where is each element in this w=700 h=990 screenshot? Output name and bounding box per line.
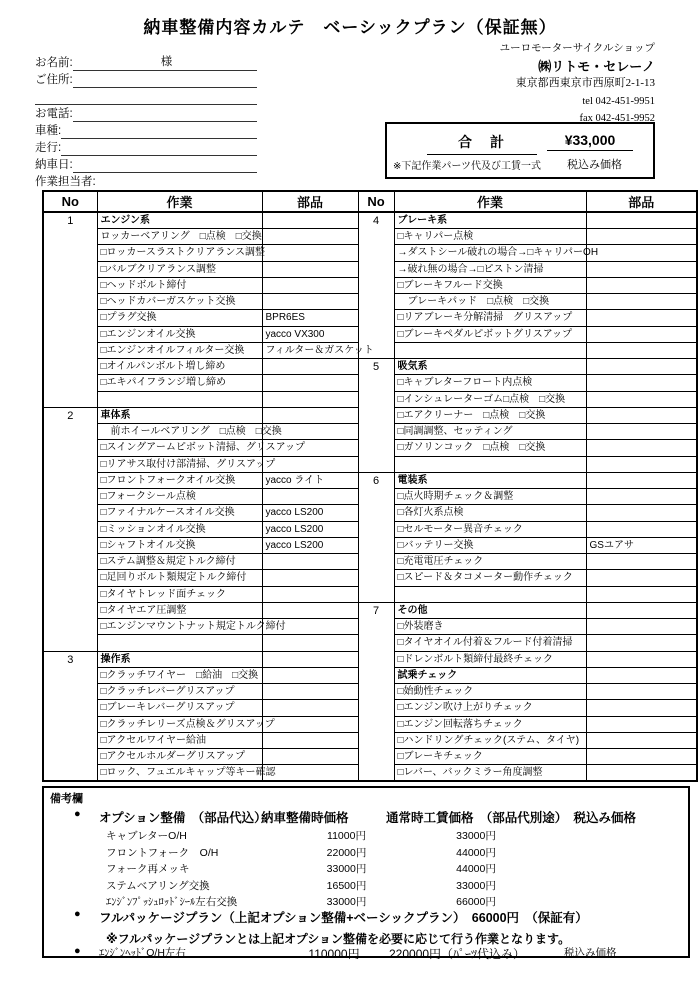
- work-cell: □始動性チェック: [394, 684, 586, 700]
- col-header-work-left: 作業: [97, 191, 262, 212]
- part-cell: yacco LS200: [262, 521, 358, 537]
- option-header-normal-price: 通常時工賃価格 （部品代別途） 税込み価格: [386, 811, 637, 825]
- customer-field-row: [35, 139, 257, 156]
- work-cell: [97, 391, 262, 407]
- work-cell: □エキパイフランジ増し締め: [97, 375, 262, 391]
- part-cell: BPR6ES: [262, 310, 358, 326]
- shop-tagline: ユーロモーターサイクルショップ: [499, 43, 655, 54]
- work-cell: 車体系: [97, 407, 262, 423]
- part-cell: [262, 245, 358, 261]
- work-cell: □バッテリー交換: [394, 537, 586, 553]
- work-cell: □外装磨き: [394, 619, 586, 635]
- part-cell: [262, 732, 358, 748]
- engine-head-line: [44, 945, 688, 963]
- engine-head-name: ｴﾝｼﾞﾝﾍｯﾄﾞO/H左右: [99, 947, 186, 959]
- part-cell: [586, 229, 697, 245]
- part-cell: [262, 651, 358, 667]
- col-header-work-right: 作業: [394, 191, 586, 212]
- table-row: [43, 212, 697, 229]
- work-cell: 前ホイールベアリング □点検 □交換: [97, 424, 262, 440]
- work-cell: □ヘッドボルト締付: [97, 277, 262, 293]
- work-cell: →ダストシール破れの場合→□キャリパーOH: [394, 245, 586, 261]
- table-row: [43, 472, 697, 488]
- field-value-line: 様: [73, 53, 257, 71]
- work-cell: □キャブレターフロート内点検: [394, 375, 586, 391]
- part-cell: [586, 407, 697, 423]
- work-cell: □セルモーター異音チェック: [394, 521, 586, 537]
- work-cell: [394, 586, 586, 602]
- section-number: 4: [358, 212, 394, 359]
- work-cell: ブレーキパッド □点検 □交換: [394, 294, 586, 310]
- work-cell: □タイヤオイル付着＆フルード付着清掃: [394, 635, 586, 651]
- field-value-line: [61, 154, 257, 156]
- part-cell: [262, 667, 358, 683]
- customer-field-row: [35, 71, 257, 88]
- part-cell: [262, 294, 358, 310]
- work-cell: □エアクリーナー □点検 □交換: [394, 407, 586, 423]
- remarks-title: 備考欄: [50, 793, 83, 805]
- option-name: フロントフォーク O/H: [106, 846, 219, 859]
- customer-field-row: [35, 122, 257, 139]
- total-label: 合 計: [427, 132, 537, 155]
- shop-info: [500, 40, 655, 128]
- option-delivery-price: 33000円: [326, 896, 367, 909]
- total-note: ※下記作業パーツ代及び工賃一式: [393, 161, 541, 172]
- customer-field-row: [35, 156, 257, 173]
- col-header-no-left: No: [43, 191, 97, 212]
- option-delivery-price: 11000円: [327, 830, 366, 842]
- bullet-icon: ●: [74, 908, 81, 920]
- field-label: 車種:: [35, 125, 62, 137]
- engine-head-normal-price: 220000円（ﾊﾟｰﾂ代込み）: [389, 947, 526, 961]
- part-cell: [586, 342, 697, 358]
- part-cell: [262, 229, 358, 245]
- part-cell: [262, 489, 358, 505]
- work-cell: □キャリパー点検: [394, 229, 586, 245]
- part-cell: GSユアサ: [586, 537, 697, 553]
- option-normal-price: 66000円: [456, 896, 496, 909]
- field-value-line: [73, 120, 257, 122]
- shop-name: ㈱リトモ・セレーノ: [538, 58, 655, 74]
- table-header-row: [43, 191, 697, 212]
- part-cell: yacco LS200: [262, 505, 358, 521]
- section-number: 3: [43, 651, 97, 781]
- work-cell: □フロントフォークオイル交換: [97, 472, 262, 488]
- part-cell: [262, 375, 358, 391]
- option-name: ステムベアリング交換: [106, 879, 210, 892]
- option-delivery-price: 22000円: [326, 846, 367, 859]
- part-cell: [586, 700, 697, 716]
- part-cell: [586, 310, 697, 326]
- work-cell: □充電電圧チェック: [394, 554, 586, 570]
- work-cell: □シャフトオイル交換: [97, 537, 262, 553]
- work-cell: [394, 456, 586, 472]
- engine-head-tax-note: 税込み価格: [564, 947, 617, 959]
- field-value-line: [73, 171, 257, 173]
- customer-field-row: [35, 173, 257, 190]
- work-cell: □クラッチレバーグリスアップ: [97, 684, 262, 700]
- option-header-delivery-price: 納車整備時価格: [261, 811, 349, 825]
- customer-fields: [35, 54, 257, 190]
- work-cell: □ブレーキペダルピボットグリスアップ: [394, 326, 586, 342]
- part-cell: [586, 554, 697, 570]
- option-row: [44, 861, 688, 878]
- shop-tel: tel 042-451-9951: [582, 95, 655, 107]
- work-cell: 電装系: [394, 472, 586, 488]
- part-cell: [586, 391, 697, 407]
- work-cell: □クラッチレリーズ点検＆グリスアップ: [97, 716, 262, 732]
- work-cell: □エンジンオイル交換: [97, 326, 262, 342]
- field-label: ご住所:: [35, 74, 73, 86]
- work-cell: エンジン系: [97, 212, 262, 229]
- field-value-line: [73, 86, 257, 88]
- part-cell: [586, 684, 697, 700]
- part-cell: [262, 716, 358, 732]
- option-name: ｴﾝｼﾞﾝﾌﾟｯｼｭﾛｯﾄﾞｼｰﾙ左右交換: [106, 896, 238, 909]
- work-cell: □ブレーキチェック: [394, 749, 586, 765]
- work-cell: □ステム調整＆規定トルク締付: [97, 554, 262, 570]
- part-cell: [262, 765, 358, 782]
- work-cell: 吸気系: [394, 359, 586, 375]
- part-cell: [262, 570, 358, 586]
- work-cell: □エンジン吹け上がりチェック: [394, 700, 586, 716]
- customer-field-row: [35, 54, 257, 71]
- col-header-no-right: No: [358, 191, 394, 212]
- work-cell: □ヘッドカバーガスケット交換: [97, 294, 262, 310]
- work-cell: その他: [394, 602, 586, 618]
- part-cell: [586, 212, 697, 229]
- field-label: 走行:: [35, 142, 62, 154]
- part-cell: [586, 472, 697, 488]
- field-label: お電話:: [35, 108, 73, 120]
- part-cell: [586, 651, 697, 667]
- bullet-icon: ●: [74, 808, 81, 820]
- part-cell: [586, 505, 697, 521]
- work-cell: □スイングアームピボット清掃、グリスアップ: [97, 440, 262, 456]
- section-number: 6: [358, 472, 394, 602]
- part-cell: [586, 619, 697, 635]
- work-cell: □レバー、バックミラー角度調整: [394, 765, 586, 782]
- part-cell: [262, 586, 358, 602]
- engine-head-delivery-price: 110000円: [308, 947, 360, 961]
- field-label: 納車日:: [35, 159, 73, 171]
- part-cell: [262, 635, 358, 651]
- work-cell: □プラグ交換: [97, 310, 262, 326]
- section-number: 1: [43, 212, 97, 407]
- option-header-row: [44, 808, 688, 826]
- work-cell: □フォークシール点検: [97, 489, 262, 505]
- remarks-box: [42, 786, 690, 961]
- part-cell: [586, 456, 697, 472]
- part-cell: [262, 684, 358, 700]
- page-title: 納車整備内容カルテ ベーシックプラン（保証無）: [143, 18, 557, 37]
- part-cell: [262, 749, 358, 765]
- col-header-part-left: 部品: [262, 191, 358, 212]
- part-cell: [586, 732, 697, 748]
- part-cell: [586, 716, 697, 732]
- work-cell: □足回りボルト類規定トルク締付: [97, 570, 262, 586]
- part-cell: [262, 407, 358, 423]
- option-row: [44, 828, 688, 845]
- work-cell: [97, 635, 262, 651]
- work-cell: □リアサス取付け部清掃、グリスアップ: [97, 456, 262, 472]
- work-cell: □エンジンオイルフィルター交換: [97, 342, 262, 358]
- work-cell: □ガソリンコック □点検 □交換: [394, 440, 586, 456]
- part-cell: [262, 359, 358, 375]
- option-row: [44, 845, 688, 862]
- section-number: 7: [358, 602, 394, 781]
- work-cell: □エンジン回転落ちチェック: [394, 716, 586, 732]
- part-cell: [262, 261, 358, 277]
- part-cell: フィルター＆ガスケット: [262, 342, 358, 358]
- work-cell: □アクセルホルダーグリスアップ: [97, 749, 262, 765]
- option-delivery-price: 33000円: [326, 863, 367, 876]
- part-cell: [586, 261, 697, 277]
- option-normal-price: 44000円: [456, 846, 496, 859]
- work-cell: □ハンドリングチェック(ステム、タイヤ): [394, 732, 586, 748]
- field-value-line: [61, 137, 257, 139]
- table-row: [43, 359, 697, 375]
- work-cell: □ロック、フュエルキャップ等キー確認: [97, 765, 262, 782]
- part-cell: [586, 667, 697, 683]
- total-amount: ¥33,000: [547, 132, 633, 151]
- work-cell: □スピード＆タコメーター動作チェック: [394, 570, 586, 586]
- col-header-part-right: 部品: [586, 191, 697, 212]
- part-cell: yacco VX300: [262, 326, 358, 342]
- option-normal-price: 33000円: [456, 830, 496, 842]
- part-cell: [586, 570, 697, 586]
- work-cell: ロッカーベアリング □点検 □交換: [97, 229, 262, 245]
- option-delivery-price: 16500円: [326, 879, 367, 892]
- part-cell: [586, 359, 697, 375]
- part-cell: yacco LS200: [262, 537, 358, 553]
- work-cell: □タイヤトレッド面チェック: [97, 586, 262, 602]
- option-name: キャブレターO/H: [106, 830, 187, 842]
- part-cell: [262, 554, 358, 570]
- part-cell: [262, 456, 358, 472]
- part-cell: [262, 212, 358, 229]
- full-package-text: フルパッケージプラン（上記オプション整備+ベーシックプラン） 66000円 （保証有）: [99, 911, 588, 925]
- part-cell: [586, 294, 697, 310]
- option-list: [44, 828, 688, 911]
- work-cell: →破れ無の場合→□ピストン清掃: [394, 261, 586, 277]
- work-cell: □エンジンマウントナット規定トルク締付: [97, 619, 262, 635]
- shop-address: 東京都西東京市西原町2-1-13: [515, 77, 655, 89]
- part-cell: [586, 489, 697, 505]
- customer-field-row: [35, 88, 257, 105]
- option-name: フォーク再メッキ: [106, 863, 190, 876]
- customer-field-row: [35, 105, 257, 122]
- work-cell: □アクセルワイヤー給油: [97, 732, 262, 748]
- work-cell: □ブレーキレバーグリスアップ: [97, 700, 262, 716]
- part-cell: [262, 700, 358, 716]
- work-cell: □インシュレーターゴム□点検 □交換: [394, 391, 586, 407]
- full-package-note: ※フルパッケージプランとは上記オプション整備を必要に応じて行う作業となります。: [106, 932, 571, 946]
- field-label: お名前:: [35, 57, 73, 69]
- work-cell: [394, 342, 586, 358]
- total-tax-note: 税込み価格: [567, 159, 622, 171]
- work-cell: □タイヤエア圧調整: [97, 602, 262, 618]
- part-cell: [586, 765, 697, 782]
- work-cell: □リアブレーキ分解清掃 グリスアップ: [394, 310, 586, 326]
- work-cell: ブレーキ系: [394, 212, 586, 229]
- work-cell: □同調調整、セッティング: [394, 424, 586, 440]
- part-cell: [262, 602, 358, 618]
- part-cell: [586, 749, 697, 765]
- total-box: [385, 122, 655, 179]
- work-cell: □各灯火系点検: [394, 505, 586, 521]
- part-cell: [586, 277, 697, 293]
- work-cell: □点火時期チェック＆調整: [394, 489, 586, 505]
- work-cell: 試乗チェック: [394, 667, 586, 683]
- work-cell: 操作系: [97, 651, 262, 667]
- table-row: [43, 602, 697, 618]
- shop-fax: fax 042-451-9952: [579, 113, 655, 124]
- part-cell: [586, 586, 697, 602]
- option-normal-price: 33000円: [456, 879, 496, 892]
- part-cell: [586, 440, 697, 456]
- field-label: 作業担当者:: [35, 176, 96, 188]
- part-cell: [586, 326, 697, 342]
- full-package-line: [44, 908, 688, 926]
- section-number: 5: [358, 359, 394, 473]
- work-cell: □クラッチワイヤー □給油 □交換: [97, 667, 262, 683]
- part-cell: [586, 245, 697, 261]
- bullet-icon: ●: [74, 945, 81, 957]
- work-cell: □ロッカースラストクリアランス調整: [97, 245, 262, 261]
- part-cell: [262, 391, 358, 407]
- part-cell: yacco ライト: [262, 472, 358, 488]
- option-header-label: オプション整備 （部品代込）: [99, 811, 267, 825]
- work-cell: □オイルパンボルト増し締め: [97, 359, 262, 375]
- work-table: [42, 190, 698, 782]
- part-cell: [586, 602, 697, 618]
- part-cell: [586, 521, 697, 537]
- part-cell: [586, 424, 697, 440]
- section-number: 2: [43, 407, 97, 651]
- work-cell: □ファイナルケースオイル交換: [97, 505, 262, 521]
- option-normal-price: 44000円: [456, 863, 496, 876]
- part-cell: [262, 277, 358, 293]
- part-cell: [586, 375, 697, 391]
- work-cell: □バルブクリアランス調整: [97, 261, 262, 277]
- work-cell: □ブレーキフルード交換: [394, 277, 586, 293]
- work-cell: □ミッションオイル交換: [97, 521, 262, 537]
- work-cell: □ドレンボルト類締付最終チェック: [394, 651, 586, 667]
- part-cell: [586, 635, 697, 651]
- option-row: [44, 878, 688, 895]
